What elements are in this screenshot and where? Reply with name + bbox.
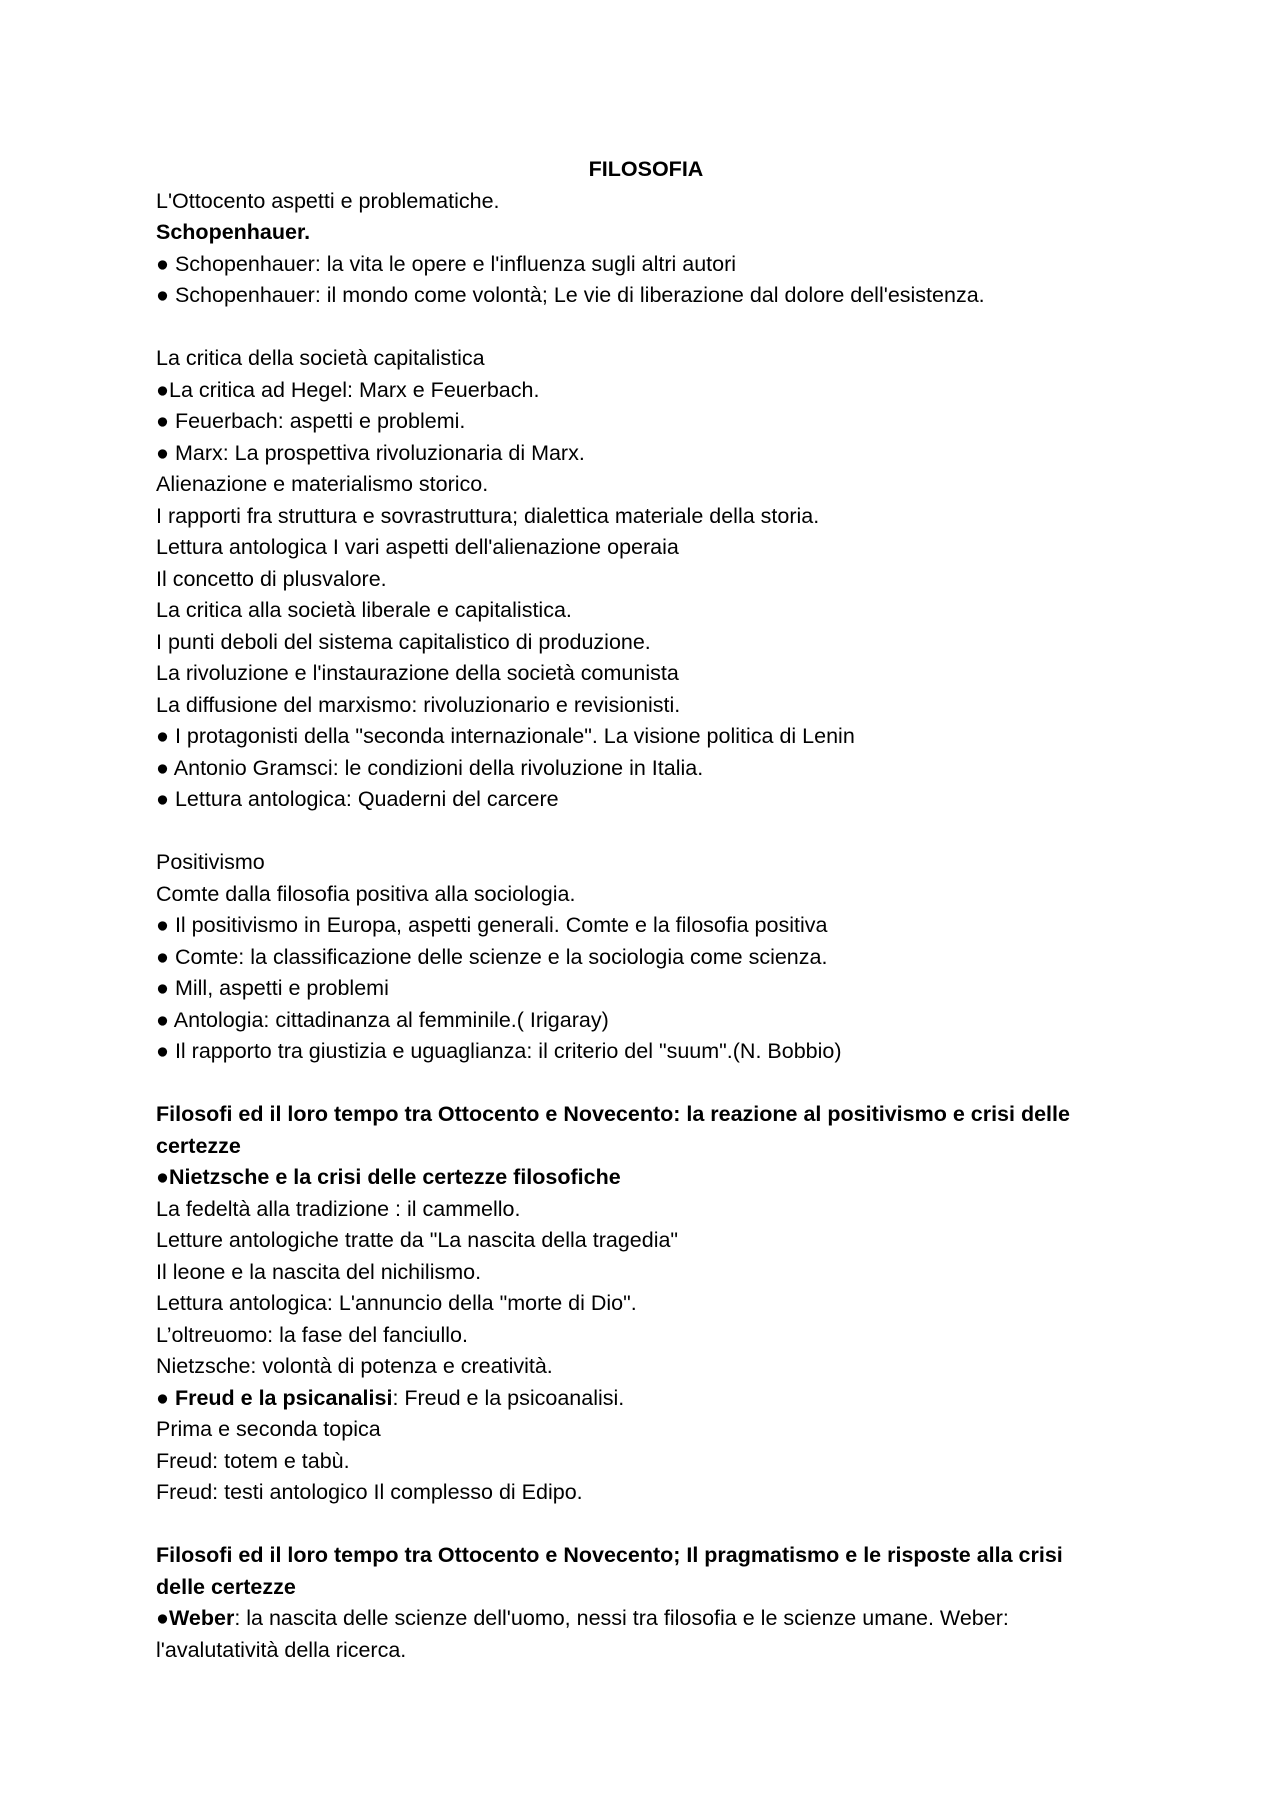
text-line: ● Marx: La prospettiva rivoluzionaria di Marx. xyxy=(156,440,585,465)
section-heading: Filosofi ed il loro tempo tra Ottocento e Novecento: la reazione al positivismo e crisi delle certezze xyxy=(156,1102,1070,1158)
text-line: ● Il positivismo in Europa, aspetti generali. Comte e la filosofia positiva xyxy=(156,913,828,937)
list-item: ● Schopenhauer: la vita le opere e l'influenza sugli altri autori xyxy=(156,251,737,276)
text-line: Il leone e la nascita del nichilismo. xyxy=(156,1259,482,1284)
text-line: La critica della società capitalistica xyxy=(156,346,485,370)
text-line: La rivoluzione e l'instaurazione della società comunista xyxy=(156,661,679,685)
list-item: ● Schopenhauer: il mondo come volontà; Le vie di liberazione dal dolore dell'esistenza. xyxy=(156,283,985,307)
page-title: FILOSOFIA xyxy=(588,157,704,181)
text-line: Lettura antologica I vari aspetti dell'alienazione operaia xyxy=(156,535,679,559)
text-line: Lettura antologica: L'annuncio della "morte di Dio". xyxy=(156,1291,637,1315)
spacer xyxy=(156,1068,1116,1100)
text-line: ● Lettura antologica: Quaderni del carcere xyxy=(156,787,559,811)
freud-line xyxy=(156,1383,1116,1415)
text-line: La critica alla società liberale e capitalistica. xyxy=(156,598,572,622)
section-pragmatismo xyxy=(156,1540,1116,1666)
weber-paragraph xyxy=(156,1603,1116,1666)
text-line: Prima e seconda topica xyxy=(156,1417,381,1441)
section-heading: Filosofi ed il loro tempo tra Ottocento e Novecento; Il pragmatismo e le risposte alla crisi delle certezze xyxy=(156,1543,1063,1599)
text-line: I rapporti fra struttura e sovrastruttura; dialettica materiale della storia. xyxy=(156,503,820,528)
section-positivismo xyxy=(156,847,1116,1068)
text-line: Il concetto di plusvalore. xyxy=(156,566,387,591)
text-line: Alienazione e materialismo storico. xyxy=(156,472,489,496)
text-line: Nietzsche: volontà di potenza e creatività. xyxy=(156,1354,553,1378)
text-line: La fedeltà alla tradizione : il cammello. xyxy=(156,1196,521,1221)
text-line: ● Antologia: cittadinanza al femminile.( Irigaray) xyxy=(156,1007,609,1032)
section-nietzsche xyxy=(156,1099,1116,1509)
subheading-nietzsche: ●Nietzsche e la crisi delle certezze filosofiche xyxy=(156,1165,621,1189)
text-line: ● Il rapporto tra giustizia e uguaglianza: il criterio del "suum".(N. Bobbio) xyxy=(156,1039,842,1063)
freud-label: ● Freud e la psicanalisi xyxy=(156,1385,393,1410)
text-line: I punti deboli del sistema capitalistico di produzione. xyxy=(156,629,651,654)
weber-text: : la nascita delle scienze dell'uomo, nessi tra filosofia e le scienze umane. Weber: l'avalutatività della ricerca. xyxy=(156,1606,1009,1662)
spacer xyxy=(156,1509,1116,1541)
text-line: ●La critica ad Hegel: Marx e Feuerbach. xyxy=(156,377,540,402)
section-heading-schopenhauer: Schopenhauer. xyxy=(156,220,311,244)
text-line: L’oltreuomo: la fase del fanciullo. xyxy=(156,1322,468,1347)
text-line: ● Mill, aspetti e problemi xyxy=(156,976,389,1000)
freud-text: : Freud e la psicoanalisi. xyxy=(392,1385,625,1410)
text-line: Freud: totem e tabù. xyxy=(156,1448,350,1473)
section-critica xyxy=(156,343,1116,816)
text-line: Positivismo xyxy=(156,850,265,874)
spacer xyxy=(156,312,1116,344)
document-body xyxy=(156,154,1116,1666)
weber-label: ●Weber xyxy=(156,1606,235,1630)
spacer xyxy=(156,816,1116,848)
text-line: ● Feuerbach: aspetti e problemi. xyxy=(156,409,466,433)
text-line: Freud: testi antologico Il complesso di Edipo. xyxy=(156,1480,583,1504)
text-line: ● Comte: la classificazione delle scienze e la sociologia come scienza. xyxy=(156,944,828,969)
text-line: Letture antologiche tratte da "La nascita della tragedia" xyxy=(156,1228,679,1252)
text-line: ● Antonio Gramsci: le condizioni della rivoluzione in Italia. xyxy=(156,755,704,780)
text-line: Comte dalla filosofia positiva alla sociologia. xyxy=(156,881,576,906)
text-line: ● I protagonisti della "seconda internazionale". La visione politica di Lenin xyxy=(156,724,855,748)
intro-line: L'Ottocento aspetti e problematiche. xyxy=(156,188,500,213)
text-line: La diffusione del marxismo: rivoluzionario e revisionisti. xyxy=(156,692,681,717)
